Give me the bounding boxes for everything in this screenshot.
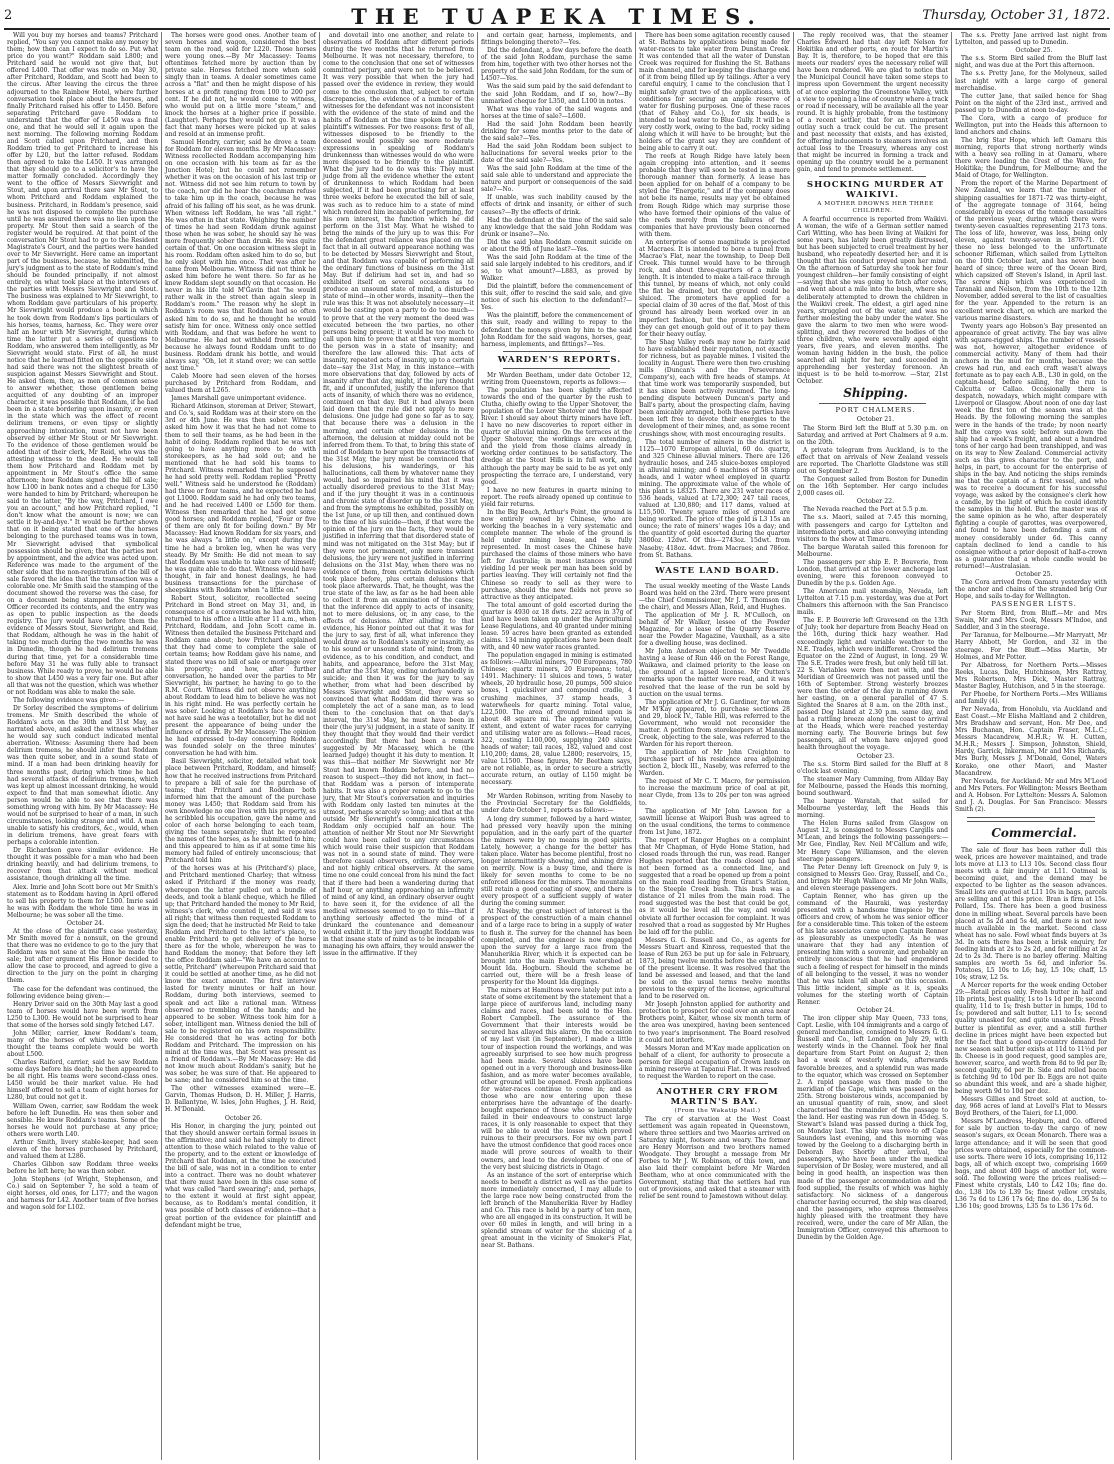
article-paragraph: I have no new features in quartz mining to report. The reefs already opened up continue to yield fair returns. bbox=[481, 486, 632, 508]
column-divider-rule bbox=[503, 368, 610, 369]
article-paragraph: The total amount of gold escorted during the quarter is 4930 oz 18 dwts. 222 acres in 37g of land have been taken up under the Agricultural Lease Regulations, and 40 granted under mining lease. 59 acres have been granted as extended claims. 134 mining applications have been dealt with, and 40 new water races granted. bbox=[481, 601, 632, 652]
article-paragraph: The Peter Denny left Greenock on July 9, is consigned to Messrs Geo. Gray, Russell, and Co., and brings Mr Hugh Wallace and Mr John Walls, and eleven steerage passengers. bbox=[797, 863, 948, 892]
article-paragraph: The Cora, with a cargo of produce for Wellington, put into the Heads this afternoon to land anchors and chains. bbox=[955, 114, 1107, 136]
article-paragraph: Was the said John Roddam at the time of the said sale able to understand and appreciate the nature and purport or consequences of the said sale?—No. bbox=[481, 165, 632, 194]
article-paragraph: The application of Mr John Lawson for a sawmill license at Waipori Bush was agreed to on the usual conditions, the terms to commence from 1st June, 1872. bbox=[639, 807, 790, 836]
article-paragraph: The request of Mr C. T. Macro, for permission to increase the maximum price of coal at pit, near Clyde, from 13s to 20s per ton was agreed to. bbox=[639, 778, 790, 807]
article-paragraph: The total number of miners in the district is 1125—1070 European alluvial, 60 do. quartz, and 325 Chinese alluvial miners. There are 126 hydraulic hoses, and 245 sluice-boxes employed in alluvial mining; and 6 machines of 58 stamp heads, and 1 water wheel employed in quartz mining. The approximate value of the whole of this plant is L8325. There are 231 water races of 536 heads, valued at L72,300; 247 tail races, valued at L30,880; and 117 dams, valued at L15,500. Twenty square miles of ground are being worked. The price of the gold is L3 15s an ounce; the rate of miners' wages 10s a day; and the quantity of gold escorted during the quarter 3800oz. 12dwt. Of this—2743oz. 15dwt. from Naseby; 418oz. 4dwt. from Macraes; and 786oz. from St. Bathans. bbox=[639, 438, 790, 559]
article-paragraph: A Mercer reports for the week ending October 29:—Retail prices only. Fresh butter in half and 1lb prints, best quality, 1s to 1s 1d per lb; second quality, 11d to 1s; fresh butter in lumps, 10d to 1s; powdered and salt butter, L11 to 1s; second quality unasked for, and quite unsaleable. Fresh butter is plentiful as ever, and a still further decline in prices might have been expected but for the fact that a good up-country demand for new season salt butter exists at 11d to 11½d per lb. Cheese is in good request, good samples are, however, scarce, and worth from 8d to 9d per lb; second quality, 6d per lb. Side and rolled bacon is fetching 9d to 10d per lb. Eggs are not quite so abundant this week, and are a shade higher, being worth 9d to 10d per doz. bbox=[955, 982, 1107, 1096]
article-paragraph: The horses were good ones. Another team of seven horses and wagon, considered the best team on the road, sold for L220. Those horses were young ones.—By Mr Macassey: Teams oftentimes fetched more by auction than by private sale. Horses fetched more when sold singly than in teams. A dealer sometimes came across a "flat" and then he might dispose of his horses at a profit ranging from 100 to 200 per cent. If he did not, he would come to witness, who would put on a little more "steam," and knock the horses at a higher price if possible. (Laughter). Perhaps they would not go. It was a fact that many horses were picked up at sales and resold at an immense profit. bbox=[165, 32, 316, 138]
dateline: October 21. bbox=[856, 416, 895, 424]
column-3 bbox=[320, 32, 478, 1460]
article-paragraph: Did the plaintiff, before the commencement of this suit, offer to rescind the said sale, and give notice of such his election to the defendant?—Yes. bbox=[481, 283, 632, 312]
article-paragraph: The Helen Burns sailed from Glasgow on August 12, is consigned to Messrs Cargills and M'Lean, and brings the following passengers:—Mr Gee, Findlay, Rev. Neil M'Callum and wife, Mr Henry Cape Williamson, and the eleven steerage passengers. bbox=[797, 820, 948, 863]
article-paragraph: What was the value of the said wagons and horses at the time of sale?—L600. bbox=[481, 105, 632, 120]
article-paragraph: The American mail steamship, Nevada, left Lyttelton at 7.15 p.m. yesterday, was due at Port Chalmers this afternoon with the San Francisco mails. bbox=[797, 588, 948, 617]
section-subheading: PORT CHALMERS. bbox=[835, 406, 916, 415]
article-paragraph: In the Big Beach, Arthur's Point, the ground is now entirely owned by Chinese, who are working the beaches in a very systematic and complete manner. The whole of the ground is held under mining lease, and is fully represented. In most cases the Chinese have purchased the claims of those miners who have left for Australia; in most instances ground yielding 1d per week per man has been sold by parties leaving. They will certainly not find the Chinese so ready to sell as they were to purchase, should the new fields not prove so attractive as they anticipated. bbox=[481, 508, 632, 601]
article-paragraph: The reply received was, that the steamer Charles Edward had that day left Nelson for Hokitika and other ports, en route for Martin's Bay. It is, therefore, to be hoped that ere this meets our readers' eyes the necessary relief will have been rendered. We are glad to notice that the Municipal Council have taken some steps to impress upon Government the urgent necessity of at once exploring the Greenstone Valley, with a view to opening a line of country where a track or road if necessary, will be available all the year round. It is highly probable, from the testimony of a recent settler, that for an unimportant outlay such a track could be cut. The present and past necessity that exists, and has existed, for offering inducements to steamers involves an actual loss to the Treasury, whereas any cost that might be incurred in forming a track and opening up the country would be a permanent gain, and tend to promote settlement. bbox=[797, 32, 948, 174]
article-paragraph: Messrs M'Landress, Hepburn, and Co. offered for sale by auction to-day the cargo of new season's sugars, ex Ocean Monarch. There was a large attendance; and it will be seen that good prices were obtained, especially for the common-use sorts. There were 10 lots, comprising 16,112 bags, all of which except two, comprising 1669 bags, and about 400 bags of another lot, were sold. The following were the prices realised:—Finest white crystals, L40 to L42 10s; fine do. do., L38 10s to L39 5s; finest yellow crystals, L36 7s 6d to L36 17s 6d; fine do. do., L36 5s to L36 10s; good browns, L35 5s to L36 17s 6d. bbox=[955, 1118, 1107, 1211]
article-paragraph: The iron clipper ship May Queen, 733 tons, Capt. Leslie, with 104 immigrants and a cargo of general merchandise, consigned to Messrs G. G. Russell and Co., left London on July 29, with westerly winds in the Channel. Took her final departure from Start Point on August 2; then had a week of westerly winds, afterwards favorable breezes, and a splendid run was made to the equator, which was crossed on September 2. A rapid passage was then made to the meridian of the Cape, which was passed on the 25th. Strong boisterous winds, accompanied by an unusual quantity of rain, snow, and sleet characterised the remainder of the passage to the land. Her easting was run down in 45deg. S. Stewart's Island was passed during a thick fog, on Monday last. The ship was hove-to off Cape Saunders last evening, and this morning was towed by the Geelong to a discharging berth in Deborah Bay. Shortly after arrival, the passengers, who have been under the medical supervision of Dr Bosley, were mustered, and all being in good health, an inspection was then made of the passenger accommodation and the food supplied, the results of which was highly satisfactory. No sickness of a dangerous character having occurred, the ship was cleared, and the passengers, who express themselves highly pleased with the treatment they have received, were, under the care of Mr Allan, the Immigration Officer, conveyed this afternoon to Dunedin by the Golden Age. bbox=[797, 1015, 948, 1242]
column-6 bbox=[794, 32, 952, 1460]
column-7 bbox=[952, 32, 1110, 1460]
article-paragraph: The case for the defendant was continued, the following evidence being given:— bbox=[7, 985, 158, 1000]
article-paragraph: The following evidence was given:— bbox=[13, 696, 125, 704]
article-paragraph: Caleb Moore had seen eleven of the horses purchased by Pritchard from Roddam, and valued them at L265. bbox=[165, 373, 316, 395]
article-paragraph: If unable, was such inability caused by the effects of drink and insanity, or either of such causes?—By the effects of drink. bbox=[481, 194, 632, 216]
article-paragraph: The application of Mr J. R. M'Culloch, on behalf of Mr Walker, lessee of the Powder Magazine, for a lease of the Quarry Reserve near the Powder Magazine, Vauxhall, as a site for a dwelling house, was declined. bbox=[639, 611, 790, 648]
article-paragraph: Was the said sum paid by the said defendant to the said John Roddam, and if so, how?—By unmarked cheque for L350, and L100 in notes. bbox=[481, 83, 632, 105]
column-divider-rule bbox=[977, 843, 1085, 844]
article-paragraph: The other witnesses examined were—E. Garvin, Thomas Hudson, D. H. Miller, J. Harris, D. Ballantyne, W. Isles, John Hughes, J. H. Reid, H. M'Donald. bbox=[165, 1085, 316, 1114]
article-paragraph: At Naseby, the great subject of interest is the prospect of the construction of a main channel and of a large race to bring in a supply of water to flush it. The survey for the channel has been completed, and the engineer is now engaged upon the survey for a large race from the Manuherikia River, which it is expected can be brought into the main Eweburn watershed at Mount Ida. Hogburn. Should the scheme be carried out, there will be a fresh lease of prosperity for the Mount Ida diggings. bbox=[481, 908, 632, 986]
dateline: October 26. bbox=[224, 1114, 263, 1122]
article-paragraph: Messrs G. G. Russell and Co., as agents for Messrs Stuart and Kinross, requested that the lease of Run 263 be put up for sale in February, 1873, being twelve months before the expiration of the present license. It was resolved that the land be assessed and leased, and that the land be sold on the usual terms twelve months previous to the expiry of the license, agricultural land to be reserved on. bbox=[639, 936, 790, 1001]
article-paragraph: The application of Mr J. G. Gardiner, for whom Mr M'Kay appeared, to purchase sections 28 and 29, block IV., Table Hill, was referred to the Government, who would not reconsider the matter. A petition from storekeepers at Manuka Creek, objecting to the sale, was referred to the Warden for his report thereon. bbox=[639, 698, 790, 749]
article-paragraph: The Storm Bird left the Bluff at 5.30 p.m. on Saturday, and arrived at Port Chalmers at 9 a.m. on the 20th. bbox=[797, 424, 948, 446]
article-paragraph: His Honor, in charging the jury, pointed out that they should answer certain formal issues in the affirmative; and said he had simply to direct attention to those which related to the value of the property, and to the extent or knowledge of Pritchard that Roddam, at the time he executed the bill of sale, was not in a condition to enter into a contract. There was no doubt whatever that there must have been in this case some of what was called "hard swearing"; and, perhaps, to the extent it would at first sight appear, because, as to Roddam's mental condition, it was possible of both classes of evidence—that a great portion of the evidence for plaintiff and defendant might be true, bbox=[165, 1122, 316, 1229]
article-paragraph: Per Storm Bird, from Bluff.—Mr and Mrs Swain, Mr and Mrs Cook, Messrs M'Indoe, and Saddler, and 3 in the steerage. bbox=[955, 610, 1107, 632]
article-headline: ANOTHER CRY FROM MARTIN'S BAY. bbox=[656, 1086, 779, 1107]
article-paragraph: The miners at Hamiltons were lately put into a state of some excitement by the statement that a large piece of auriferous land, including many claims and races, had been sold to the Hon. Robert Campbell. The assurance of the Government that their interests would be secured has allayed this alarm. On the occasion of my last visit (in September), I made a little tour of inspection round the workings, and was agreeably surprised to see how much progress had been made. Several sluices have been opened out in a very thorough and business-like fashion, and as more water becomes available, other ground will be opened. Fresh applications for water-races continue to come in; and as those who are now entering upon these enterprises have the advantage of the dearly-bought experience of those who so lamentably failed in their endeavours to construct large races, it is only reasonable to expect that they will be able to avoid the losses which proved ruinous to their precursors. For my own part I have the utmost confidence that good races once made will prove sources of wealth to their owners, and lead to the development of one of the very best sluicing districts in Otago. bbox=[481, 987, 632, 1171]
dateline: October 24. bbox=[856, 1006, 895, 1014]
article-paragraph: A private telegram from Auckland, is to the effect that on arrivals of New Zealand vessels are reported. The Charlotte Gladstone was still out on September 2. bbox=[797, 446, 948, 475]
article-paragraph: Per Phoebe, for Northern Ports.—Mrs Williams and family (4). bbox=[955, 690, 1107, 705]
article-paragraph: From the report of the Marine Department of New Zealand, we learn that the number of shipping casualties for 1871-72 was thirty-eight, of the aggregate tonnage of 3164, being considerably in excess of the tonnage casualties of the previous year, during which there were twenty-seven casualties representing 2173 tons. The loss of life, however, was less, being only eleven, against twenty-seven in 1870-71. Of these no less belonged to the unfortunate schooner Rifleman, which sailed from Lyttelton on the 10th October last, and has never been heard of since; three were of the Ocean Bird, which capsized off Steven's Island, in April last. The screw ship which was experienced in Taranaki and Nelson, from the 10th to the 12th November, added several to the list of casualties for the year. Appended to the return is an excellent wreck chart, on which are marked the various marine disasters. bbox=[955, 180, 1107, 322]
article-paragraph: The cry of starvation at the West Coast settlement was again repeated in Queenstown, where three settlers and two Maories arrived on Saturday night, footsore and weary. The former are Henry Morrison and two brothers named Woodgate. They brought a message from Mr Forbes to Mr J. W. Robinson, of this town, and also laid their complaint before Mr Warden Beetham, who at once communicated with the Government, stating that the settlers had run out of provisions, and asked that a steamer with relief be sent round to Jamestown without delay. bbox=[639, 1115, 790, 1201]
article-paragraph: of the horses was at his (Pritchard's) place, and Pritchard mentioned Charley; that witness asked if Pritchard if the money was ready, whereupon the latter pulled out a bundle of deeds, and took a blank cheque, which he filled up; that Pritchard handed the money to Mr Reid, witness's clerk, who counted it, and said it was all right; that witness then requested Roddam to sign the deed; that he instructed Mr Reid to take Roddam and Pritchard to the latter's place, to enable Pritchard to get delivery of the horse there as for the whole, whereupon he was to hand Roddam the money; that before they left the office Roddam said—"We have an account to settle, Pritchard" (whereupon Pritchard said that it could be settled at another time, as he did not know the exact amount. The first interview lasted for twenty minutes or half an hour. Roddam, during both interviews, seemed to speak and act like a rational man. Witness observed no trembling of the hands; and he appeared to be sober. Witness took him for a sober, intelligent man. Witness denied the bill of sale to be registered on his own responsibility. He considered that he was acting for both Roddam and Pritchard. The impression on his mind at the time was, that Scott was present as a friend of Roddam's.—By Mr Macassey: He did not know much about Roddam's sanity, but he was sober, he was sure of that. He appeared to be sane; and he considered him so at the time. bbox=[165, 865, 316, 1085]
article-paragraph: The brig Star Hope, which left Oamaru this morning, reports that strong northerly winds with a heavy sea rolling in at Oamaru, where there were loading the Crest of the Wave, for Hokitika; the Dundrum, for Melbourne; and the Maid of Otago, for Wellington. bbox=[955, 137, 1107, 180]
article-paragraph: Messrs Gillies and Street sold at auction, to-day, 968 acres of land at Lovell's Flat to Messrs Boyd Brothers, of the Taieri, for L1,000. bbox=[955, 1096, 1107, 1118]
column-divider-rule bbox=[661, 562, 768, 563]
article-paragraph: Dr Richardson gave similar evidence. He thought it was possible for a man who had been drinking heavily, and had delirium tremens, to recover from that attack without medical assistance, though drinking all the time. bbox=[7, 847, 158, 883]
article-paragraph: The s.s. Pretty Jane, for the Molyneux, sailed last night with a large cargo of general merchandise. bbox=[955, 70, 1107, 92]
column-divider-rule bbox=[819, 403, 926, 404]
article-paragraph: The usual weekly meeting of the Waste Lands Board was held on the 23rd. There were present—the Chief Commissioner, Mr J. T. Thomson (in the chair), and Messrs Allan, Reid, and Hughes. bbox=[639, 582, 790, 611]
article-paragraph: The report of Ranger Hughes on a complaint that Mr Chapman, of Hyde Home Station, had closed roads through the run, was read. Ranger Hughes reported that the roads closed up had not been formed as a connected line, and suggested that a road be opened up from a point on the main road leading from Grant's Station, to the Steeple Creek bush. This bush was a distance of 21 miles from the main road. The road suggested was the best that could be got, as it would be level all the way, and would obviate all further occasion for complaint. It was resolved that a road as suggested by Mr Hughes be laid off for the public. bbox=[639, 836, 790, 936]
article-paragraph: The s.s. Storm Bird sailed for the Bluff at 8 o'clock last evening. bbox=[797, 760, 948, 775]
article-paragraph: The sale of flour has been rather dull this week, prices are however maintained, and trade lots move at L13 to L13 10s. Second class flour meets with a fair inquiry at L11. Oatmeal is becoming quiet, and the demand may be expected to be lighter as the season advances. Small lots are quoted at L11 10s in bags, parcels are selling and at this price. Bran is firm at 15s. Pollard, 15s. There has been a good business done in milling wheat. Several parcels have been placed at 5s 2d and 5s 4d, and there is not now much available in the market. Second class wheat has no sale. Fowl wheat finds buyers at 3s 3d. In oats there has been a brisk enquiry, for feeding kinds at 2s to 2s 2d, and for milling at 2s 2d to 2s 3d. There is no barley offering. Malting samples are worth 5s 6d, and inferior 5s. Potatoes, L5 10s to L6; hay, L5 10s; chaff, L5 10s; straw, L2 5s. bbox=[955, 846, 1107, 982]
article-headline: WARDEN'S REPORTS. bbox=[497, 354, 622, 365]
article-paragraph: The reefs at Rough Ridge have lately been again cropping into attention, and it seems probable that they will soon be tested in a more thorough manner than formerly. A lease has been applied for on behalf of a company to be styled the "Energetic," and if the company does not belie its name, results may yet be obtained from Rough Ridge which may surprise those who have formed their opinions of the value of the reefs merely from the failures of the companies that have previously been concerned with them. bbox=[639, 153, 790, 238]
article-paragraph: An enterprise of some magnitude is projected at Macraes. It is intended to bore a tunnel from Macrae's Flat, near the township, to Deep Dell Creek. This tunnel would have to be through rock, and about three-quarters of a mile in length. It is intended to make a tail-race through this tunnel, by means of which, not only could the flat be drained, but the ground could be sluiced. The promoters have applied for a special claim of 30 acres of the flat. Most of this ground has already been worked over in an imperfect fashion, but the promoters believe they can get enough gold out of it to pay them for their heavy outlay. bbox=[639, 238, 790, 338]
article-paragraph: Mr Warden Beetham, under date October 12, writing from Queenstown, reports as follows:— bbox=[481, 371, 632, 386]
article-paragraph: James Marshall gave unimportant evidence. bbox=[171, 395, 307, 403]
article-paragraph: Arthur Smith, livery stable-keeper, had seen eleven of the horses purchased by Pritchard, and valued them at L286. bbox=[7, 1138, 158, 1160]
article-paragraph: The Cora arrived from Oamaru yesterday with the anchor and chains of the stranded brig Our Hope, and sails to-day for Wellington. bbox=[955, 579, 1107, 601]
column-2 bbox=[162, 32, 320, 1460]
article-paragraph: The passengers per ship E. P. Bouverie, from London, that arrived at the lower anchorage last evening, were this forenoon conveyed to Dunedin by the p.s. Golden Age. bbox=[797, 558, 948, 588]
section-heading: Commercial. bbox=[991, 825, 1077, 840]
article-paragraph: The barque Waratah, that sailed for Melbourne yesterday, left the Heads this morning. bbox=[797, 798, 948, 820]
article-paragraph: The application of Mr John Creighton to purchase part of his residence area adjoining section 2, block III., Naseby, was referred to the Warden. bbox=[639, 749, 790, 778]
article-paragraph: Basil Sievwright, solicitor, detailed what took place between Pritchard, Roddam, and himself; how that he received instructions from Pritchard to prepare a bill of sale for the purchase of teams; that Pritchard and Roddam both informed him that the amount of the purchase money was L450; that Roddam said from his own knowledge no one lives with his property, as he scribbled his occupation, gave the name and color of each horse belonging to each team, giving the teams separately; that he repeated the names of the horses, as he submitted to him; and this appeared to him as if at some time his memory had failed of entirely unconscious; that Pritchard told him bbox=[165, 758, 316, 865]
article-paragraph: As an instance of the sort of enterprise which needs to benefit a district as well as the parties more immediately concerned, I may allude to the large race now being constructed from the left branch of the Manuherikia River by Hadley and Co. This race is held by a party of ten men, who are all engaged in its construction. It will be over 60 miles in length, and will bring in a splendid stream of water for the sluicing of a great amount in the vicinity of Smoker's Flat, near St. Bathans. bbox=[481, 1171, 632, 1250]
article-paragraph: Charles Gibbon saw Roddam three weeks before he left here; he was then sober. bbox=[7, 1161, 158, 1176]
column-5 bbox=[636, 32, 794, 1460]
masthead bbox=[4, 2, 1110, 30]
article-headline: SHOCKING MURDER AT WAIKIVI. bbox=[806, 180, 945, 201]
section-subheading: PASSENGER LISTS. bbox=[991, 600, 1077, 609]
column-divider-rule bbox=[661, 1083, 768, 1084]
article-paragraph: The population engaged in mining is estimated as follows:—Alluvial miners, 700 Europeans, 780 Chinese; quartz miners, 20 Europeans; total, 1491. Machinery: 11 sluices and tows, 5 water wheels, 20 hydraulic hose, 20 pumps, 500 sluice boxes, 1 quicksilver and compound cradle, 4 crushing machines, 37 stamp heads, 3 waterwheels for quartz mining. Total value, L22,500. The area of ground mined upon is about 48 square mi. The approximate value, extent, and extent of water races for carrying and utilising water are as follows:—Head races, 322, costing L100,000, supplying 240 sluice heads of water; tail races, 182, valued and cost L10,200; dams, 28, value L2800; reservoirs, 15, value L1500. These figures, Mr Beetham says, are not reliable, as, in order to secure a strictly accurate return, an outlay of L150 might be necessary. bbox=[481, 652, 632, 787]
article-paragraph: Per Taranua, for Melbourne.—Mr Marryatt, Mr Harry Abbott, Mr Gordon, and 32 in the steerage. For the Bluff.—Miss Martin, Mr Holmes, and Mr Potter. bbox=[955, 632, 1107, 661]
article-paragraph: The E. P. Bouverie left Gravesend on the 13th of July; took her departure from Beachy Head on the 16th, during thick hazy weather. Had exceedingly light and variable weather to the N.E. Trades, which were indifferent. Crossed the Equator on the 22nd of August, in long. 29 W. The S.E. Trades were fresh, but only held till lat. 22 S. Variables were then met with, and the Meridian of Greenwich was not passed until the 16th of September. Strong westerly breezes were then the order of the day in running down her easting, on a general parallel of 47 S. Sighted the Snares at 8 a.m. on the 20th inst., passed Dog Island at 2.30 p.m. same day, and had a rattling breeze along the coast to arrival at the Heads, which were reached yesterday morning early. The Bouverie brings but few passengers, all of whom have enjoyed good health throughout the voyage. bbox=[797, 617, 948, 752]
article-paragraph: Had the said John Roddam been subject to hallucinations for several weeks prior to the date of the said sale?—Yes. bbox=[481, 142, 632, 165]
article-paragraph: The Conquest sailed from Boston for Dunedin on the 16th September. Her cargo includes 2,000 cases oil. bbox=[797, 475, 948, 498]
article-paragraph: Mr Warden Robinson, writing from Naseby to the Provincial Secretary for the Goldfields, under date October 1, reports as follows:— bbox=[481, 793, 632, 815]
article-subheading: (From the Wakatip Mail.) bbox=[674, 1108, 761, 1115]
article-paragraph: The s.s. Storm Bird sailed from the Bluff last night, and was due at the Port this afternoon. bbox=[955, 55, 1107, 70]
article-paragraph: John Stephens (of Wright, Stephenson, and Co.) said on September 7, he sold a team of eight horses, old ones, for L177; and the wagon and harness for L42. Another team of five horses and wagon sold for L102. bbox=[7, 1176, 158, 1212]
dateline: October 22. bbox=[856, 498, 895, 506]
article-paragraph: John Miller, carrier, knew Roddam's team, many of the horses of which were old. He thought the teams complete would be worth about L500. bbox=[7, 1029, 158, 1059]
article-paragraph: Was the said John Roddam at the time of the said sale largely indebted to his creditors, and if so, to what amount?—L883, as proved by Walker. bbox=[481, 253, 632, 283]
article-paragraph: At the close of the plaintiff's case yesterday, Mr Smith moved for a nonsuit, on the ground that there was no evidence to go to the jury that Roddam was not sane at the time he made the sale; but after argument His Honor decided to allow the case to proceed, and agreed to give a direction to the jury on the point in charging them. bbox=[7, 928, 158, 985]
article-paragraph: and dovetail into one another, and relate to observations of Roddam after different periods during the two months that he returned from Melbourne. It was not necessary, therefore, to come to the conclusion that one set of witnesses committed perjury, and were not to be believed. It was very possible that when the jury had passed over the evidence in review, they would come to the conclusion that, subject to certain discrepancies, the evidence of a number of the witnesses for the defendant was not inconsistent with the evidence of the state of mind and the habits of Roddam at the time spoken to by the plaintiff's witnesses. For two reasons: first of all, witnesses disposed to be friendly to the deceased would possibly see more moderate expressions in speaking of Roddam's drunkenness than witnesses would do who were more disposed to be friendly to the plaintiff. What the jury had to do was this: They must judge from all the evidence whether the extent of drunkenness to which Roddam had been subjected, if it had been practising for at least three weeks before he executed the bill of sale, was such as to reduce him to a state of mind which rendered him incapable of performing, for his own interest, the function which he did perform on the 31st May. What he wished to bring the minds of the jury up to was this: For the defendant great reliance was placed on the fact that in all outward appearance nothing was to be detected by Messrs Sievwright and Stout, and that Roddam was capable of performing all the ordinary functions of business on the 31st May. But if delirium had set in, and had so exhibited itself on several occasions as to produce an unsound state of mind, a disturbed state of mind—in other words, insanity—then the rule was this: It was not absolutely necessary—it would be casting upon a party to do too much—to prove that at the very moment the deed was executed between the two parties, no other persons being present; it would be too much to call upon him to prove that at that very moment the person was in a state of insanity; and therefore the law allowed this: That acts of insanity, repeated acts of insanity, up to a certain date—say the 31st May, in this instance—with more observations that day, followed by acts of insanity after that day, might, if the jury thought fit, and if unconfuted, justify the inference that acts of insanity, of which there was no evidence, continued on that day. But it had always been laid down that the rule did not apply to mere delusions. One judge had gone so far as to say, that because there was a delusion in the morning, and certain other delusions in the afternoon, the delusion at midday could not be inferred from them. To that, to bring this state of mind of Roddam to bear upon the transactions of the 31st May, the jury must be convinced that his delusions, his wanderings, or his hallucinations, call them by whatever name they would, had so impaired his mind that it was actually disordered previous to the 31st May; and if the jury thought it was in a continuous and chronic state of disorder up to the 31st May, and from the symptoms he exhibited, possibly on the 1st June, or up till then, and continued down to the time of his suicide—then, if that were the opinion of the jury on the facts, they would be justified in inferring that that disordered state of mind was not mitigated on the 31st May; but if they were not permanent, only mere transient delusions, the jury were not justified in inferring delusions on the 31st May, when there was no evidence of them, from certain delusions which took place before, plus certain delusions that took place afterwards. That, he thought, was the true state of the law, as far as he had been able to collect it from an examination of the cases; that the inference did apply to acts of insanity, not to mere delusions, or, in any case, to the effects of delusions. After alluding to that evidence, his Honor pointed out that it was for the jury to say, first of all, what inference they would draw as to Roddam's sanity or insanity, as to his sound or unsound state of mind; from the evidence, as to his condition, and conduct, and habits, and appearance, before the 31st May, and after the 31st May, ending underhandedly in suicide; and then it was for the jury to say whether, from what had been described by Messrs Sievwright and Stout, they were so convinced that what Roddam did there was so completely the act of a sane man, as to lead them to the conclusion that on that day's interval, the 31st May, he must have been in their (the jury's) judgment, in a state of sanity. If they thought that they would find their verdict accordingly. But there had been a remark suggested by Mr Macassey, which he (the learned Judge) thought it his duty to mention. It was this—that neither Mr Sievwright nor Mr Stout had known Roddam before, and had no reason to suspect—they did not know, in fact—that Roddam was a person of intemperate habits. It was also a proper remark to go to the jury, that Mr Stout's conversation and inquiries with Roddam only lasted ten minutes at the utmost, perhaps scarcely so long; and that at the outside Mr Sievwright's communications with Roddam only occupied half an hour. The attention of neither Mr Stout nor Mr Sievwright could have been called to any circumstances which would raise their suspicion that Roddam was not in a sound state of mind. They were therefore casual observers, ordinary observers, and not highly critical observers. At the same time no one could conceal from his mind the fact that if there had been a wandering during that half hour, or anything approaching an infirmity of mind of any kind, an ordinary observer ought to have seen it, for the evidence of all the medical witnesses seemed to go to this—that if anything seriously affected the mind of a drunkard the countenance and demeanour would exhibit it. If the jury thought Roddam was in that insane state of mind as to be incapable of managing his own affairs, they would answer the issue in the affirmative. If they bbox=[323, 32, 475, 958]
dateline: October 25. bbox=[1015, 47, 1053, 55]
article-paragraph: Richard Atkinson, storeman at Driver, Stewart, and Co.'s, said Roddam was at their store on the 3rd or 4th June. He was then sober. Witness asked him how it was that he had not come to them to sell their teams, as he had been in the habit of doing. Roddam replied that he was not going to have anything more to do with storekeepers, as he had sold out; and he mentioned that he had sold his teams to Pritchard. Witness remarked that he supposed he had sold pretty well. Roddam replied "Pretty well." Witness said he understood he (Roddam) had three or four teams, and he expected he had got L1000. Roddam said he had only two teams, and he had received L400 or L500 for them. Witness then remarked that he had got some good horses; and Roddam replied, "Four or five of them are only fit for boiling down." By Mr Macassey: Had known Roddam for six years, and he was always "a little on," except during the time he had a broken leg, when he was very steady. By Mr Smith: He did not mean to say that Roddam was unable to take care of himself; he was quite able to do that. Witness would have thought, in fair and honest dealings, he had business transactions for the purchase of sheepskins with Roddam when "a little on." bbox=[165, 403, 316, 594]
article-paragraph: Messrs Moran and M'Kay made application on behalf of a client, for authority to prosecute a person for illegal occupation of Crown lands on a mining reserve at Tapanui Flat. It was resolved to request the Warden to report on the case. bbox=[639, 1044, 790, 1080]
article-paragraph: The population has been slightly affected towards the end of the quarter by the rush to Clutha, chiefly owing to the Upper Shotover, the population of the Lower Shotover and the Roper River. I should say about thirty miners have left. I have no new discoveries to report either in quartz or alluvial mining. On the terraces at the Upper Shotover, the workings are extending, and the yield from those claims already in working order continues to be satisfactory. The dredge at the Stout Hills is in full work, and although the party may be said to be as yet only prospecting the terrace are, I understand, very good. bbox=[481, 386, 632, 486]
article-paragraph: Did the said John Roddam commit suicide on or about the 9th of June last?—Yes. bbox=[481, 238, 632, 253]
article-paragraph: The Nevada reached the Port at 5.5 p.m. bbox=[803, 506, 928, 514]
article-paragraph: Was the plaintiff, before the commencement of this suit, ready and willing to repay to the defendant the moneys given by him to the said John Roddam for the said wagons, horses, gear, harness, implements, and fittings?—Yes. bbox=[481, 312, 632, 348]
article-paragraph: William Owen, carrier, saw Roddam the week before he left Dunedin. He was then sober and sensible. He knew Roddam's teams. Some of the horses he would not purchase at any price; others were worth L40. bbox=[7, 1102, 158, 1138]
article-paragraph: The Shag Valley reefs may now be fairly said to have established their reputation, not exactly for richness, but as payable mines. I visited the locality in August. There were then two crushing mills (Duncan's and the Perseverance Company's), each with five heads of stamps. At that time work was temporarily suspended, but it has since been actively resumed. The long-pending dispute between Duncan's party and Ball's party, about the prospecting claim, having been amicably arranged, both these parties have been left free to devote their energies to the development of their mines, and, as some recent crushings show, with most encouraging results. bbox=[639, 338, 790, 438]
article-paragraph: A long dry summer, followed by a hard winter, had pressed very heavily upon the mining population, and in the early part of the quarter the miners were by no means in good spirits. Lately, however, a change for the better has taken place. Water has become plentiful, frost no longer intermittently showing, and shining drive on merrily. Now is a busy time, and there is likely for seven months to come to be no enforced idleness for the miners. The mountains still retain a good coating of snow, and there is every prospect of a sufficient supply of water during the coming summer. bbox=[481, 815, 632, 908]
article-paragraph: Mr Joseph Johnston applied for authority and protection to prospect for coal over an area near Brothers point, Kaiter, whose six month term of the area was unexpired, having been sentenced to two year's imprisonment. The Board resolved it could not interfere. bbox=[639, 1001, 790, 1044]
article-paragraph: The s.s. Maori, sailed at 7.45 this morning, with passengers and cargo for Lyttelton and intermediate ports, and also conveying intending visitors to the show at Timaru. bbox=[797, 514, 948, 543]
article-paragraph: A fearful occurrence is reported from Waikivi. A woman, the wife of a German settler named Carl Witting, who has been living at Waikivi for some years, has lately been greatly distressed, but has been subjected to cruel treatment by her husband, who repeatedly deserted her; and it is thought that his conduct preyed upon her mind. On the afternoon of Saturday she took her four youngest children—her family consisting of eight—saying that she was going to fetch after cows, and went about a mile into the bush, where she deliberately attempted to drown the children in the Waikivi creek. The eldest, a girl aged nine years, struggled out of the water, and was no further molesting the baby under the water. She gave the alarm to two men who were wood-splitting, and they recovered the bodies of the three children, who were severally aged eight years, five years, and eleven months. The woman having hidden in the bush, the police searched all night for her, and succeeded in apprehending her yesterday forenoon. An inquest is to be held to-morrow. —Star, 21st October. bbox=[797, 215, 948, 386]
article-paragraph: Per Nevada, from Honolulu, via Auckland and East Coast.—Mr Elisha Maltland and 2 children, Mrs Bradshaw and servant, Hon. Mr Dee, and Mrs Buchanan, Hon. Captain Fraser, M.L.C.; Messrs Macandrew, M.H.R.; W. H. Cutten, M.H.R.; Messrs J. Simpson, Johnston, Shield, Hardy, Garrick, Inkerman, Mr and Mrs Richards, Mrs Burly, Messrs J. M'Donald, Gonel, Waters Korako, one other Maori, and Master Macandrew. bbox=[955, 706, 1107, 777]
section-heading: Shipping. bbox=[843, 386, 908, 401]
article-paragraph: The barque Waratah sailed this forenoon for Melbourne. bbox=[797, 543, 948, 558]
article-paragraph: Alex. Imrie and John Scott bore out Mr Smith's statement as to Roddam having in April offered to sell his property to them for L500. Imrie said he was with Roddam the whole time he was in Melbourne; he was sober all the time. bbox=[7, 883, 158, 919]
article-paragraph: Charles Raiford, carrier, said he saw Roddam some days before his death; he then appeared to be all right. His teams were second-class ones. L450 would be their market value. He had himself offered to sell a team of eight horses for L280, but could not get it. bbox=[7, 1059, 158, 1102]
article-paragraph: Had the said John Roddam been heavily drinking for some months prior to the date of the said sale?—Yes. bbox=[481, 120, 632, 142]
dateline: October 23. bbox=[856, 752, 895, 760]
column-divider-rule bbox=[503, 351, 610, 352]
article-paragraph: The steamer Mary Cumming, from Allday Bay for Melbourne, passed the Heads this morning, bound southward. bbox=[797, 775, 948, 797]
article-subheading: A MOTHER DROWNS HER THREE CHILDREN. bbox=[817, 201, 934, 215]
article-paragraph: The s.s. Pretty Jane arrived last night from Lyttelton, and passed up to Dunedin. bbox=[955, 32, 1107, 47]
column-divider-rule bbox=[661, 579, 768, 580]
columns-container bbox=[4, 32, 1110, 1460]
column-1 bbox=[4, 32, 162, 1460]
article-paragraph: Per Albatross, for Northern Ports.—Misses Reeks, Lucas, Dale, Hutchinson, Mrs Rattray, Mrs Robertson, Mrs Dick, Master Rattray, Master Bagley, Hutchison, and 5 in the steerage. bbox=[955, 661, 1107, 690]
article-paragraph: Captain Renner, who has given up the command of the Hauraki, was yesterday presented with a handsome timepiece by the officers and crew, of whom he was senior officer for a considerable time. This token of the esteem of his late associates came upon Captain Renner as pleasurably as unexpectedly. As he was unaware that they had any intention of presenting him with a souvenir, and probably an entirely unconscious that he had engendered such a feeling of respect for himself in the minds of all belonging to the vessel, it was no wonder that he was taken "all aback" on this occasion. This little incident, simple as it is, speaks volumes for the sterling worth of Captain Renner. bbox=[797, 892, 948, 1006]
article-paragraph: Will you buy my horses and teams? Pritchard replied, "You say you cannot make any money by them; how then can I expect to do so. Put what price do you want?" Roddam said L800; and Pritchard said he would not give that, but offered L400. That offer was made on May 30, after Pritchard, Roddam, and Scott had been to the circus. After leaving the circus the three adjourned to the Rainbow Hotel, where further conversation took place about the horses, and finally Pritchard raised his offer to L450. Before separating Pritchard gave Roddam to understand that the offer of L450 was a final one, and that he would sell it again upon the next morning. The following morning Roddam and Scott called upon Pritchard, and then Roddam tried to get Pritchard to increase his offer by L20, but the latter refused. Roddam then agreed to take the L450. It was arranged that they should go to a solicitor's to have the matter formally concluded. Accordingly they went to the office of Messrs Sievwright and Stout, and upon arrival there saw Mr Stout, to whom Pritchard and Roddam explained the business. Pritchard, in Roddam's presence, said he was not disposed to complete the purchase until he was assured there was no lien upon the property. Mr Stout then said a search of the register would be required. At that point of the conversation Mr Stout had to go to the Resident Magistrate's Court, and the parties were handed over to Mr Sievwright. Here came an important part of the business, because, he submitted, the jury's judgment as to the state of Roddam's mind should be founded principally, if not almost entirely, on what took place at the interviews of the parties with Messrs Sievwright and Stout. The business was explained to Mr Sievwright, to whom Roddam gave particulars of his property. Mr Sievwright would produce a book in which he took down from Roddam's lips particulars of his horses, teams, harness, &c. They were over half an hour with Mr Sievwright, during which time the latter put a series of questions to Roddam, who answered them intelligently, as Mr Sievwright would state. First of all, he must notice that he learned fitted on the opposite side had said there was not the slightest breath of suspicion against Messrs Sievwright and Stout. He asked them, then, as men of common sense to answer whether, those gentlemen being acquitted of any doubting of an improper character, it was possible that Roddam, if he had been in a state bordering upon insanity, or even in the state which was the effect of recent delirium tremens, or even tipsy or slightly approaching intoxication, must not have been observed by either Mr Stout or Mr Sievwright. To the evidence of those gentlemen would be added that of their clerk, Mr Reid, who was the attesting witness to the deed. He would tell them how Pritchard and Roddam met by appointment in Mr Stout's office the same afternoon; how Roddam signed the bill of sale; how L100 in bank notes and a cheque for L350 were handed to him by Pritchard; whereupon he said to the latter, "By the way, Pritchard, I owe you an account," and how Pritchard replied, "I don't know what the amount is now; we can settle it by-and-bye." It would be further shown that on it being stated that one of the horses belonging to the purchased teams was in town, Mr Sievwright advised that symbolical possession should be given; that the parties met by appointment, and the advice was acted upon. Reference was made to the argument of the other side that the non-registration of the bill of sale favored the idea that the transaction was a colorable one. Mr Smith said the stamping of the document showed the reverse was the case, for on a document being stamped the Stamping Officer recorded its contents, and the entry was as open to public inspection as the deeds registry. The jury would have before them the evidence of Messrs Stout, Sievwright, and Reid, that Roddam, although he was in the habit of taking too much during the two months he was in Dunedin, though he had delirium tremens during that time, yet for a considerable time before May 31 he was fully able to transact business. While ready to prove, he would be able to show that L450 was a very fair one. But after all that was not the question, which was whether or not Roddam was able to make the sale. bbox=[7, 32, 158, 696]
issue-date: Thursday, October 31, 1872. bbox=[922, 8, 1110, 23]
column-divider-rule bbox=[503, 789, 610, 790]
article-paragraph: Robert Stout, solicitor, recollected seeing Pritchard in Bond street on May 31, and, in consequence of a conversation he had with him, returned to his office a little after 11 a.m., when Pritchard, Roddam, and John Scott came in. Witness then detailed the business Pritchard and Roddam came about; how Pritchard explained that they had come to complete the sale of certain teams; how Roddam gave his name, and stated there was no bill of sale or mortgage over his property; and how, after further conversation, he handed over the parties to Mr Sievwright, his partner, he having to go to the R.M. Court. Witness did not observe anything about Roddam to lead him to believe he was not in his right mind. He was perfectly certain he was sober. Looking at Roddam's face he would not have said he was a teetotaller, but he did not present the appearance of being under the influence of drink. By Mr Macassey: The opinion he had expressed to-day concerning Roddam was founded solely on the three minutes' conversation he had with him. bbox=[165, 594, 317, 758]
article-paragraph: The cutter Jane, that sailed hence for Shag Point on the night of the 23rd inst., arrived and passed up to Dunedin at noon to-day. bbox=[955, 92, 1107, 114]
article-paragraph: Dr Sorley described the symptoms of delirium tremens. Mr Smith described the whole of Roddam's acts on the 30th and 31st May, as narrated above, and asked the witness whether he would say such conduct indicated mental aberration. Witness: Assuming there had been delirium tremens, he should infer that Roddam was then quite sober, and in a sound state of mind. If a man had been drinking heavily for three months past, during which time he had had several attacks of delirium tremens, which was kept up almost incessant drinking, he would expect to find that man somewhat idiotic. Any person would be able to see that there was something wrong with him. By Mr Macassey: He would not be surprised to hear of a man, in such circumstances, looking strange and wild. A man unable to satisfy his creditors, &c., would, when in delirium tremens, have great fears with perhaps a colorable intention. bbox=[7, 704, 158, 847]
dateline: October 25. bbox=[1015, 570, 1053, 578]
article-headline: WASTE LAND BOARD. bbox=[655, 565, 780, 576]
article-paragraph: There has been some agitation recently caused at St. Bathans by applications being made for water-races to take water from Dunstan Creek. It was contended that all the water of Dunstan Creek was required for flushing the St. Bathans main channel, and for keeping the discharge end of it from being filled up by tailings. After a very careful enquiry, I came to the conclusion that I might safely grant two of the applications, with conditions for securing an ample reserve of water for flushing purposes. One of these races (that of Fahey and Co.), for six heads, is intended to lead water to Blue Gully. It will be a very costly work, owing to the bad, rocky siding along which it will have to be brought; but the holders of the grant say they are confident of being able to carry it out. bbox=[639, 32, 790, 152]
article-paragraph: Twenty years ago Hobson's Bay presented an appearance of great activity. The bay was alive with square-rigged ships. The number of vessels was not, however, altogether evidence of commercial activity. Many of them had their anchors in the mud for months, because the crews had run, and each craft wasn't always fortunate as to pay each A.B., L30 in gold, on the captain-head, before sailing, for the run to Calcutta or Callao. Occasionally there is despatch, nowadays, which might compare with Liverpool or Glasgow. About noon of one day last week the first ton of the season was at the Heads. By the following morning the samples were in the hands of the trade; by noon nearly half the cargo was sold; before sun-down the ship had a week's freight, and about a hundred tons of her cargo had been transhipped, and was on its way to New Zealand. Commercial activity such as this gives character to the port, and helps, in part, to account for the enterprise of ships in the bay. And noticing the ships reminds me that the captain of a first vessel, and who was to receive a document for his successful voyage, was asked by the consignee's clerk how a candle, by the light of which he could identify the samples in the hold. But the master was of the same opinion as he who, after desperately fighting a couple of garottes, was overpowered, and found to have been defending a sum of money considerably under 6d. This canny captain declined to lend a candle to his consignee without a prior deposit of half-a-crown as a guarantee that a whole candle would be returned!—Australasian. bbox=[955, 322, 1107, 570]
column-divider-rule bbox=[819, 176, 926, 177]
article-paragraph: Did the defendant, a few days before the death of the said John Roddam, purchase the same from him, together with two other horses not the property of the said John Roddam, for the sum of L450?—Yes. bbox=[481, 47, 632, 83]
article-paragraph: Per Nevada, for Auckland: Mr and Mrs M'Leod and Mrs Peters. For Wellington: Messrs Beetham and A. Hobson. For Lyttelton: Messrs A. Salomon and J. A. Douglas. For San Francisco: Messrs Smith (2). bbox=[955, 777, 1107, 813]
article-paragraph: Henry Driver said on the 30th May last a good team of horses would have been worth from L250 to L300. He would not be surprised to hear that some of the horses sold singly fetched L47. bbox=[7, 1000, 158, 1029]
article-paragraph: Samuel Hendry, carrier, said he drove a team for Roddam for eleven months. By Mr Macassey: Witness recollected Roddam accompanying him on one occasion with his team as far as the Junction Hotel; but he could not remember whether it was on the occasion of his last trip or not. Witness did not see him return to town by the coach, nor did he hear the coachman refuse to take him up in the coach, because he was afraid of his falling off his seat, as he was drunk. When witness left Roddam, he was "all right." He was often in that state. Weighing the number of times he had seen Roddam drunk against those when he was sober, he should say he was more frequently sober than drunk. He was quite certain of that. On one occasion witness slept in his room. Roddam often asked him to do so, but he only slept with him once. That was after he came from Melbourne. Witness did not think he asked him before he went there. So far as he knew Roddam slept soundly on that occasion. He never in his life told M'Gavin that "he would rather walk in the street than again sleep in Roddam's room." The reason why he slept in Roddam's room was that Roddam had so often asked him to do so, and he thought he would satisfy him for once. Witness only once settled with Roddam, and that was before he went to Melbourne. He had not withheld from settling because he always found Roddam unfit to do business. Roddam drank his bottle, and would always say, "Oh, let it stand over; we can settle next time." bbox=[165, 138, 316, 372]
newspaper-title: THE TUAPEKA TIMES. bbox=[351, 4, 763, 29]
dateline: October 24. bbox=[66, 919, 105, 927]
article-paragraph: and certain gear, harness, implements, and fittings belonging thereto?—Yes. bbox=[481, 32, 632, 47]
page-number: 2 bbox=[4, 8, 13, 23]
article-paragraph: Mr John Anderson objected to Mr Tweddle having a lease of Run 446 on the Forest Range, Waikawa, and claimed priority to the lease on the ground of a lapsed license. Mr Outten's remarks upon the matter were read, and it was resolved that the lease of the run be sold by auction on the usual terms. bbox=[639, 648, 790, 698]
article-paragraph: Had the defendant at the time of the said sale any knowledge that the said John Roddam was drunk or insane?—No. bbox=[481, 216, 632, 238]
double-divider-rule bbox=[967, 817, 1095, 822]
column-4 bbox=[478, 32, 636, 1460]
